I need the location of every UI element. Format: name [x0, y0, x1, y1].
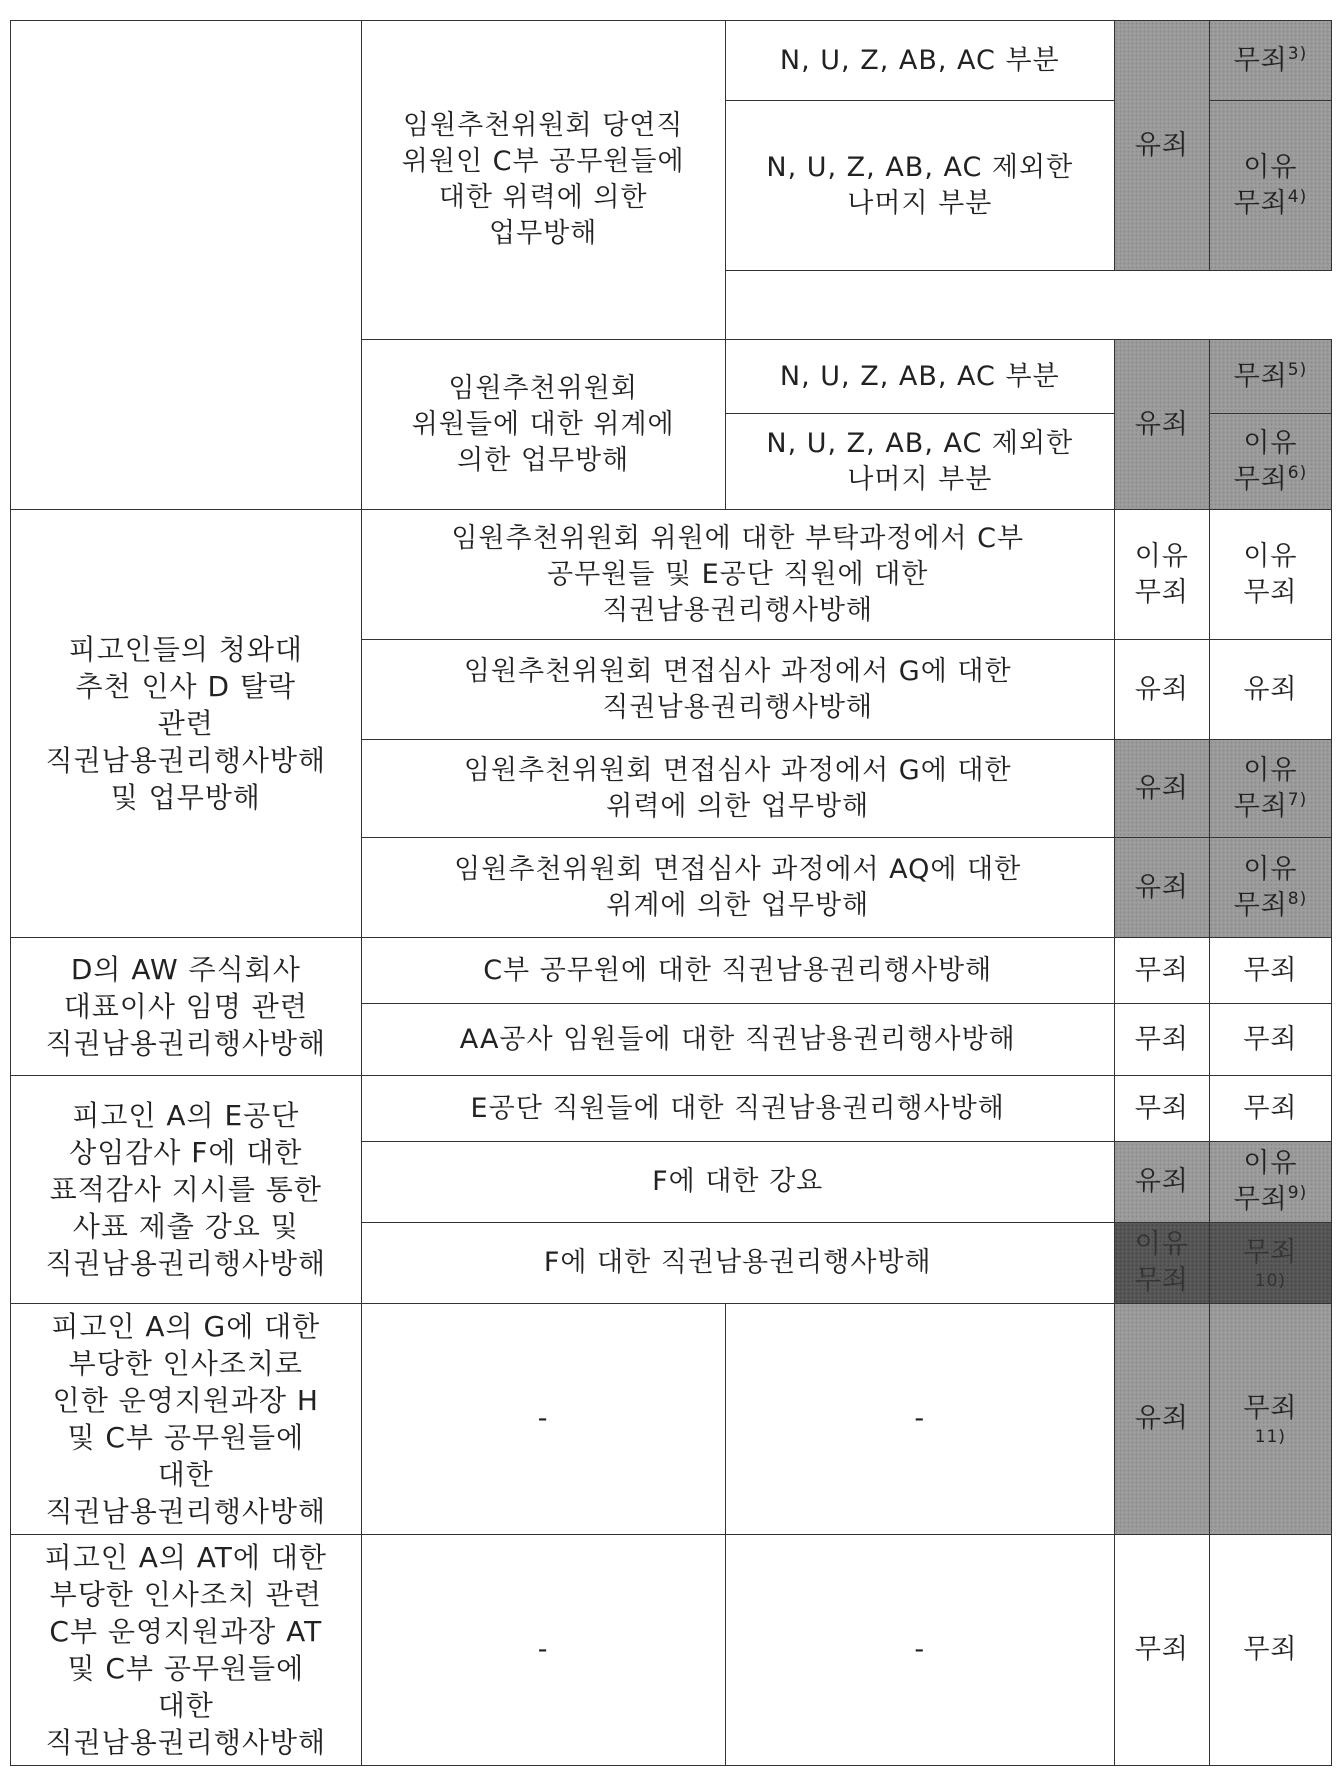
- empty-dash-cell: -: [361, 1535, 725, 1766]
- second-instance-cell: 이유 무죄$^{6)}$: [1209, 414, 1331, 510]
- category-cell-empty: [11, 21, 362, 510]
- part-cell: N, U, Z, AB, AC 부분: [725, 21, 1114, 101]
- empty-dash-cell: -: [361, 1304, 725, 1535]
- item-cell: C부 공무원에 대한 직권남용권리행사방해: [361, 938, 1114, 1004]
- item-cell: 임원추천위원회 면접심사 과정에서 G에 대한 직권남용권리행사방해: [361, 640, 1114, 740]
- category-cell: 피고인들의 청와대 추천 인사 D 탈락 관련 직권남용권리행사방해 및 업무방해: [11, 510, 362, 938]
- first-instance-cell: 무죄: [1114, 1004, 1209, 1076]
- category-cell: 피고인 A의 G에 대한 부당한 인사조치로 인한 운영지원과장 H 및 C부 공무원들에 대한 직권남용권리행사방해: [11, 1304, 362, 1535]
- category-cell: 피고인 A의 AT에 대한 부당한 인사조치 관련 C부 운영지원과장 AT 및 C부 공무원들에 대한 직권남용권리행사방해: [11, 1535, 362, 1766]
- second-instance-cell: 이유 무죄$^{4)}$: [1209, 101, 1331, 271]
- second-instance-cell: 이유 무죄$^{7)}$: [1209, 740, 1331, 838]
- first-instance-cell: 유죄: [1114, 340, 1209, 510]
- first-instance-cell: 이유 무죄: [1114, 1223, 1209, 1304]
- first-instance-cell: 유죄: [1114, 838, 1209, 938]
- first-instance-cell: 무죄: [1114, 1076, 1209, 1142]
- first-instance-cell: 유죄: [1114, 1142, 1209, 1223]
- empty-dash-cell: -: [725, 1535, 1114, 1766]
- second-instance-cell: 무죄: [1209, 1004, 1331, 1076]
- second-instance-cell: 유죄: [1209, 640, 1331, 740]
- first-instance-cell: 이유 무죄: [1114, 510, 1209, 640]
- part-cell: N, U, Z, AB, AC 제외한 나머지 부분: [725, 101, 1114, 271]
- item-cell: F에 대한 강요: [361, 1142, 1114, 1223]
- subject-cell: 임원추천위원회 위원들에 대한 위계에 의한 업무방해: [361, 340, 725, 510]
- second-instance-cell: 이유 무죄: [1209, 510, 1331, 640]
- item-cell: AA공사 임원들에 대한 직권남용권리행사방해: [361, 1004, 1114, 1076]
- item-cell: 임원추천위원회 위원에 대한 부탁과정에서 C부 공무원들 및 E공단 직원에 대한 직권남용권리행사방해: [361, 510, 1114, 640]
- subject-cell: 임원추천위원회 당연직 위원인 C부 공무원들에 대한 위력에 의한 업무방해: [361, 21, 725, 340]
- part-cell: N, U, Z, AB, AC 부분: [725, 340, 1114, 414]
- second-instance-cell: 무죄: [1209, 1076, 1331, 1142]
- category-cell: D의 AW 주식회사 대표이사 임명 관련 직권남용권리행사방해: [11, 938, 362, 1076]
- second-instance-cell: 무죄: [1209, 1535, 1331, 1766]
- second-instance-cell: 이유 무죄$^{9)}$: [1209, 1142, 1331, 1223]
- second-instance-cell: 무죄$^{5)}$: [1209, 340, 1331, 414]
- first-instance-cell: 무죄: [1114, 938, 1209, 1004]
- empty-dash-cell: -: [725, 1304, 1114, 1535]
- item-cell: 임원추천위원회 면접심사 과정에서 G에 대한 위력에 의한 업무방해: [361, 740, 1114, 838]
- second-instance-cell: 무죄$^{3)}$: [1209, 21, 1331, 101]
- first-instance-cell: 유죄: [1114, 1304, 1209, 1535]
- item-cell: F에 대한 직권남용권리행사방해: [361, 1223, 1114, 1304]
- first-instance-cell: 무죄: [1114, 1535, 1209, 1766]
- first-instance-cell: 유죄: [1114, 640, 1209, 740]
- verdict-table: [10, 20, 1332, 1766]
- first-instance-cell: 유죄: [1114, 740, 1209, 838]
- first-instance-cell: 유죄: [1114, 21, 1209, 271]
- second-instance-cell: 무죄 10): [1209, 1223, 1331, 1304]
- second-instance-cell: 무죄 11): [1209, 1304, 1331, 1535]
- item-cell: E공단 직원들에 대한 직권남용권리행사방해: [361, 1076, 1114, 1142]
- second-instance-cell: 무죄: [1209, 938, 1331, 1004]
- second-instance-cell: 이유 무죄$^{8)}$: [1209, 838, 1331, 938]
- item-cell: 임원추천위원회 면접심사 과정에서 AQ에 대한 위계에 의한 업무방해: [361, 838, 1114, 938]
- part-cell: N, U, Z, AB, AC 제외한 나머지 부분: [725, 414, 1114, 510]
- category-cell: 피고인 A의 E공단 상임감사 F에 대한 표적감사 지시를 통한 사표 제출 강요 및 직권남용권리행사방해: [11, 1076, 362, 1304]
